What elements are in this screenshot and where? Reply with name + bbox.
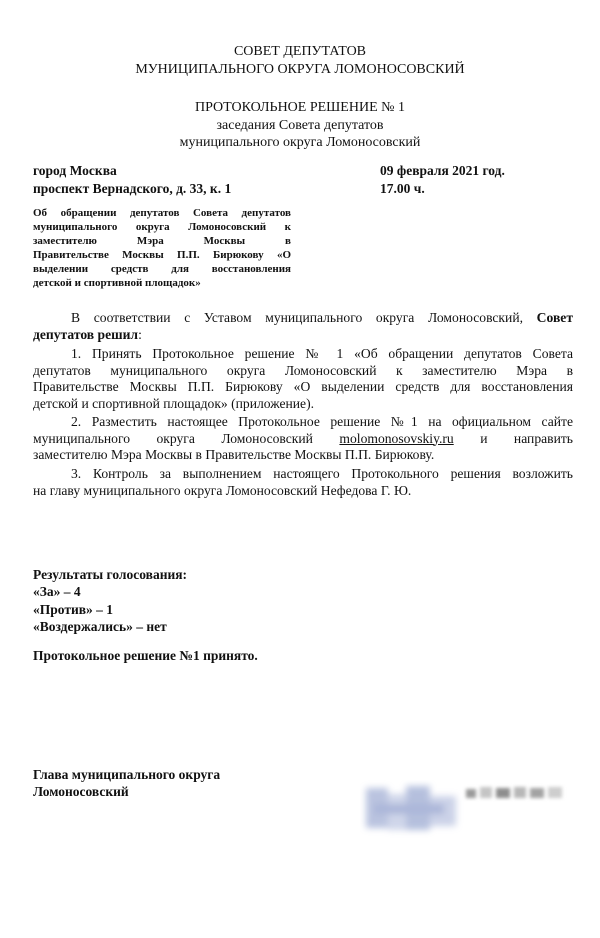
- doc-subtitle-line1: заседания Совета депутатов: [216, 118, 384, 133]
- item-line: заместителю Мэра Москвы в Правительстве Москвы П.П. Бирюкову.: [33, 447, 435, 463]
- subject-line: выделении средств для восстановления: [33, 263, 291, 275]
- signer-role-line1: Глава муниципального округа: [33, 767, 221, 782]
- item-2: [33, 414, 573, 464]
- subject-line: муниципального округа Ломоносовский к: [33, 221, 291, 233]
- item-line: детской и спортивной площадок» (приложение).: [33, 395, 314, 411]
- item-line: на главу муниципального округа Ломоносовский Нефедова Г. Ю.: [33, 482, 412, 498]
- intro-bold-end: депутатов решил: [33, 326, 139, 342]
- subject-line: детской и спортивной площадок»: [33, 277, 201, 289]
- org-name-line1: СОВЕТ ДЕПУТАТОВ: [233, 44, 367, 59]
- doc-subtitle-line2: муниципального округа Ломоносовский: [179, 135, 421, 150]
- vote-for: «За» – 4: [33, 584, 81, 599]
- meeting-date: 09 февраля 2021 год.: [380, 163, 505, 178]
- subject-line: Правительстве Москвы П.П. Бирюкову «О: [33, 249, 291, 261]
- subject-line: Об обращении депутатов Совета депутатов: [33, 207, 291, 219]
- vote-abstain: «Воздержались» – нет: [33, 619, 167, 634]
- voting-title: Результаты голосования:: [33, 567, 188, 582]
- subject-line: заместителю Мэра Москвы в: [33, 235, 291, 247]
- place-city: город Москва: [33, 163, 117, 178]
- item-line: 1. Принять Протокольное решение № 1 «Об обращении депутатов Совета: [71, 346, 573, 361]
- item-line: 3. Контроль за выполнением настоящего Протокольного решения возложить: [71, 466, 573, 481]
- item-3: [33, 466, 573, 499]
- signature-blur-image: [360, 780, 470, 842]
- intro-bold: Совет: [536, 310, 573, 325]
- place-address: проспект Вернадского, д. 33, к. 1: [33, 181, 232, 196]
- item-1: [33, 346, 573, 412]
- decision-result: Протокольное решение №1 принято.: [33, 648, 258, 663]
- item-line: 2. Разместить настоящее Протокольное решение №1 на официальном сайте: [71, 414, 573, 429]
- intro-colon: :: [138, 326, 142, 342]
- meeting-time: 17.00 ч.: [380, 181, 425, 196]
- item-line: депутатов муниципального округа Ломоносовский к заместителю Мэра в: [33, 362, 573, 378]
- doc-title: ПРОТОКОЛЬНОЕ РЕШЕНИЕ № 1: [194, 100, 405, 115]
- item-text: и направить: [480, 430, 573, 446]
- site-link[interactable]: molomonosovskiy.ru: [339, 430, 454, 446]
- item-line: Правительстве Москвы П.П. Бирюкову «О выделении средств для восстановления: [33, 379, 573, 395]
- signer-role-line2: Ломоносовский: [33, 784, 129, 799]
- item-text: муниципального округа Ломоносовский: [33, 430, 313, 446]
- intro-paragraph: [33, 310, 573, 343]
- vote-against: «Против» – 1: [33, 602, 114, 617]
- org-name-line2: МУНИЦИПАЛЬНОГО ОКРУГА ЛОМОНОСОВСКИЙ: [135, 62, 465, 77]
- signer-name-blur: [462, 782, 570, 804]
- decision-subject: [33, 206, 291, 290]
- intro-text: В соответствии с Уставом муниципального округа Ломоносовский,: [71, 310, 523, 325]
